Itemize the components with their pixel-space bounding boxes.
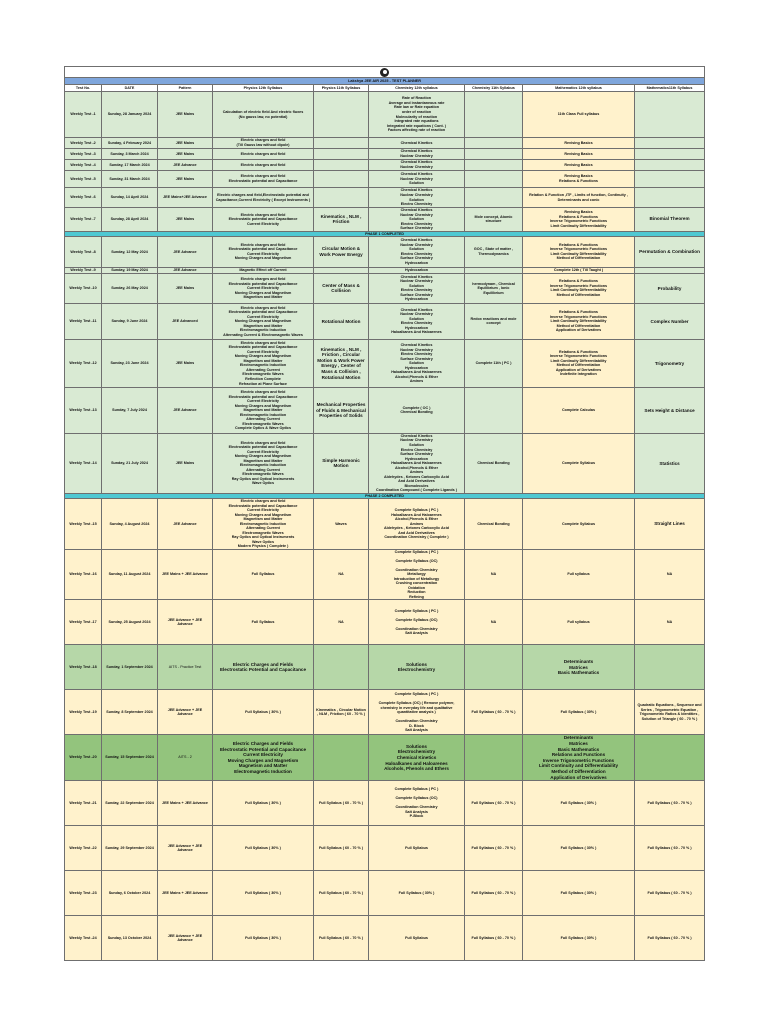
test-no-cell: Weekly Test -11 [65, 303, 102, 339]
chemistry-12-cell: Chemical Kinetics Nuclear Chemistry Solution Electro Chemistry Surface Chemistry [369, 208, 465, 232]
date-cell: Sunday, 25 August 2024 [102, 600, 158, 645]
physics-12-cell: Electric Charges and Fields Electrostatic Potential and Capacitance [213, 645, 314, 690]
maths-12-cell: Full Syllabus ( 30% ) [523, 871, 635, 916]
maths-11-cell [635, 160, 705, 171]
column-header: Physics 12th Syllabus [213, 85, 314, 92]
physics-12-cell: Electric charges and field Electrostatic potential and Capacitance Current Electricity [213, 208, 314, 232]
test-no-cell: Weekly Test -15 [65, 499, 102, 550]
maths-11-cell: Trigonometry [635, 339, 705, 387]
maths-12-cell: Full Syllabus ( 30% ) [523, 781, 635, 826]
date-cell: Sunday, 15 September 2024 [102, 735, 158, 781]
physics-12-cell: Electric charges and field Electrostatic potential and Capacitance Current Electricity Moving Charges and Magnetism Magnetism and Matter Electromagnetic Induction Alternating Current Electromagnetic Waves Ray Optics and Optical Instruments Wave Optics [213, 433, 314, 493]
pattern-cell: JEE Mains+JEE Advance [158, 188, 213, 208]
chemistry-11-cell: Chemical Bonding [465, 499, 523, 550]
pattern-cell: JEE Advance [158, 499, 213, 550]
physics-12-cell: Full Syllabus ( 30% ) [213, 871, 314, 916]
test-no-cell: Weekly Test -5 [65, 171, 102, 188]
chemistry-12-cell: Chemical Kinetics Nuclear Chemistry [369, 160, 465, 171]
test-no-cell: Weekly Test -13 [65, 387, 102, 433]
logo-cell [65, 67, 705, 78]
pattern-cell: AITS - 2 [158, 735, 213, 781]
date-cell: Sunday, 11 August 2024 [102, 549, 158, 600]
physics-12-cell: Full Syllabus ( 30% ) [213, 690, 314, 735]
maths-12-cell: Full Syllabus ( 30% ) [523, 826, 635, 871]
physics-11-cell: Center of Mass & Collision [314, 273, 369, 303]
column-header: Mathematics11th Syllabus [635, 85, 705, 92]
chemistry-11-cell [465, 160, 523, 171]
column-header: Pattern [158, 85, 213, 92]
chemistry-11-cell: GOC , State of matter , Thermodynamics [465, 236, 523, 267]
pattern-cell: JEE Mains [158, 92, 213, 138]
table-row [65, 236, 705, 267]
physics-12-cell: Full Syllabus ( 30% ) [213, 826, 314, 871]
physics-11-cell: Kinematics , Circular Motion , NLM , Friction ( 60 - 70 % ) [314, 690, 369, 735]
test-no-cell: Weekly Test -12 [65, 339, 102, 387]
test-no-cell: Weekly Test -14 [65, 433, 102, 493]
column-header: Mathematics 12th syllabus [523, 85, 635, 92]
physics-12-cell: Magnetic Effect off Current [213, 267, 314, 273]
test-no-cell: Weekly Test -7 [65, 208, 102, 232]
test-no-cell: Weekly Test -24 [65, 916, 102, 961]
maths-12-cell: Full syllabus [523, 600, 635, 645]
banner-row [65, 78, 705, 85]
test-no-cell: Weekly Test -8 [65, 236, 102, 267]
date-cell: Sunday, 23 June 2024 [102, 339, 158, 387]
pattern-cell: JEE Mains [158, 149, 213, 160]
chemistry-12-cell: Chemical Kinetics Nuclear Chemistry Solution Electro Chemistry Surface Chemistry Hydrocarbon [369, 273, 465, 303]
chemistry-12-cell: Complete Syllabus ( PC ) Complete Syllabus (OC) Coordination Chemistry Salt Analysis P-Block [369, 781, 465, 826]
maths-11-cell: Binomial Theorem [635, 208, 705, 232]
test-no-cell: Weekly Test -2 [65, 138, 102, 149]
chemistry-12-cell: Chemical Kinetics Nuclear Chemistry [369, 149, 465, 160]
date-cell: Sunday, 21 July 2024 [102, 433, 158, 493]
physics-11-cell [314, 645, 369, 690]
maths-11-cell: NA [635, 549, 705, 600]
chemistry-12-cell: Chemical Kinetics Nuclear Chemistry Solution Electro Chemistry Surface Chemistry Hydrocarbon Haloalkanes And Haloarenes Alcohol,Phenols & Ether Amines Aldehydes , Ketones Carboxylic Acid And Acid Derivatives Biomolecules Coordination Compound ( Complete Ligands ) [369, 433, 465, 493]
maths-11-cell: Statistics [635, 433, 705, 493]
physics-11-cell: Full Syllabus ( 60 - 70 % ) [314, 916, 369, 961]
maths-11-cell: NA [635, 600, 705, 645]
table-row [65, 149, 705, 160]
maths-12-cell: Relations & Functions Inverse Trigonometric Functions Limit Continuity Differentiability Method of Differentiation Application of Derivatives [523, 303, 635, 339]
physics-12-cell: Electric charges and field [213, 160, 314, 171]
physics-11-cell: Circular Motion & Work Power Energy [314, 236, 369, 267]
test-no-cell: Weekly Test -9 [65, 267, 102, 273]
chemistry-12-cell: Full Syllabus [369, 826, 465, 871]
test-no-cell: Weekly Test -23 [65, 871, 102, 916]
chemistry-12-cell: Complete Syllabus ( PC ) Complete Syllabus (OC) Coordination Chemistry Metallurgy Introduction of Metallurgy Crushing concentration Oxidation Reduction Refining [369, 549, 465, 600]
chemistry-11-cell: hermodynam , Chemical Equilibrium , Ionic Equilibrium [465, 273, 523, 303]
maths-11-cell [635, 171, 705, 188]
table-row [65, 433, 705, 493]
physics-12-cell: Full Syllabus [213, 600, 314, 645]
maths-11-cell [635, 188, 705, 208]
table-row [65, 303, 705, 339]
test-no-cell: Weekly Test -4 [65, 160, 102, 171]
column-header: Chemistry 12th syllabus [369, 85, 465, 92]
maths-12-cell: Determinants Matrices Basic Mathematics Relations and Functions Inverse Trigonometric Functions Limit Continuity and Differentiability Method of Differentiation Application of Derivatives [523, 735, 635, 781]
date-cell: Sunday, 29 September 2024 [102, 826, 158, 871]
table-row [65, 781, 705, 826]
date-cell: Sunday, 22 September 2024 [102, 781, 158, 826]
maths-11-cell [635, 149, 705, 160]
date-cell: Sunday, 28 April 2024 [102, 208, 158, 232]
chemistry-11-cell [465, 138, 523, 149]
physics-11-cell: Kinematics , NLM , Friction , Circular Motion & Work Power Energy , Center of Mass & Collision , Rotational Motion [314, 339, 369, 387]
test-no-cell: Weekly Test -16 [65, 549, 102, 600]
date-cell: Sunday, 14 April 2024 [102, 188, 158, 208]
table-row [65, 871, 705, 916]
physics-12-cell: Electric charges and field Electrostatic potential and Capacitance [213, 171, 314, 188]
date-cell: Sunday, 6 October 2024 [102, 871, 158, 916]
table-row [65, 600, 705, 645]
date-cell: Sunday, 9 June 2024 [102, 303, 158, 339]
table-row [65, 826, 705, 871]
physics-11-cell: Simple Harmonic Motion [314, 433, 369, 493]
table-row [65, 916, 705, 961]
maths-11-cell [635, 92, 705, 138]
physics-12-cell: Calculation of electric field And electric fluxes (No gauss law, no potential) [213, 92, 314, 138]
maths-12-cell: Full syllabus [523, 549, 635, 600]
maths-11-cell: Permutation & Combination [635, 236, 705, 267]
chemistry-11-cell: Full Syllabus ( 60 - 70 % ) [465, 916, 523, 961]
chemistry-11-cell [465, 645, 523, 690]
maths-12-cell: Relation & Function ,ITF , Limits of function, Continuity , Determinants and conic [523, 188, 635, 208]
chemistry-12-cell: Full Syllabus ( 30% ) [369, 871, 465, 916]
test-no-cell: Weekly Test -21 [65, 781, 102, 826]
maths-11-cell: Straight Lines [635, 499, 705, 550]
table-row [65, 160, 705, 171]
chemistry-11-cell: Redox reactions and mole concept [465, 303, 523, 339]
date-cell: Sunday, 28 January 2024 [102, 92, 158, 138]
pattern-cell: JEE Mains [158, 273, 213, 303]
physics-11-cell [314, 160, 369, 171]
physics-12-cell: Electric charges and field Electrostatic potential and Capacitance Current Electricity Moving Charges and Magnetism Magnetism and Matter Electromagnetic Induction Alternating Current Electromagnetic Waves Reflection Complete Refraction at Plane Surface [213, 339, 314, 387]
maths-11-cell [635, 138, 705, 149]
date-cell: Sunday, 19 May 2024 [102, 267, 158, 273]
physics-11-cell [314, 92, 369, 138]
maths-11-cell: Sets Height & Distance [635, 387, 705, 433]
chemistry-11-cell: Full Syllabus ( 60 - 70 % ) [465, 781, 523, 826]
chemistry-11-cell: Mole concept, Atomic structure [465, 208, 523, 232]
pattern-cell: JEE Advance [158, 236, 213, 267]
test-planner-table [64, 66, 705, 961]
chemistry-11-cell [465, 149, 523, 160]
test-no-cell: Weekly Test -6 [65, 188, 102, 208]
chemistry-12-cell: Chemical Kinetics Nuclear Chemistry Electro Chemistry Surface Chemistry Solution Hydrocarbon Haloalkanes And Haloarenes Alcohol,Phenols & Ether Amines [369, 339, 465, 387]
chemistry-12-cell: Solutions Electrochemistry Chemical Kinetics Haloalkanes and Haloarenes Alcohols, Phenols and Ethers [369, 735, 465, 781]
maths-12-cell: Full Syllabus ( 30% ) [523, 690, 635, 735]
chemistry-11-cell: NA [465, 549, 523, 600]
pattern-cell: JEE Advance [158, 160, 213, 171]
test-no-cell: Weekly Test -22 [65, 826, 102, 871]
maths-12-cell: Revising Basics [523, 149, 635, 160]
chemistry-12-cell: Chemical Kinetics Nuclear Chemistry Solution Electro Chemistry Hydrocarbon Haloalkanes And Haloarenes [369, 303, 465, 339]
physics-11-cell: Full Syllabus ( 60 - 70 % ) [314, 781, 369, 826]
chemistry-12-cell: Chemical Kinetics Nuclear Chemistry Solution [369, 171, 465, 188]
maths-11-cell: Full Syllabus ( 60 - 70 % ) [635, 871, 705, 916]
maths-12-cell: Revising Basics Relations & Functions Inverse Trigonometric Functions Limit Continuity Differentiability [523, 208, 635, 232]
maths-12-cell: Revising Basics [523, 160, 635, 171]
maths-11-cell [635, 645, 705, 690]
logo-row [65, 67, 705, 78]
chemistry-11-cell: Full Syllabus ( 60 - 70 % ) [465, 871, 523, 916]
chemistry-11-cell [465, 735, 523, 781]
chemistry-12-cell: Hydrocarbon [369, 267, 465, 273]
pattern-cell: JEE Mains + JEE Advance [158, 871, 213, 916]
date-cell: Sunday, 12 May 2024 [102, 236, 158, 267]
maths-12-cell: Full Syllabus ( 30% ) [523, 916, 635, 961]
chemistry-12-cell: Complete Syllabus ( PC ) Complete Syllabus (OC) Coordination Chemistry Salt Analysis [369, 600, 465, 645]
brand-logo-icon [380, 68, 389, 77]
test-no-cell: Weekly Test -3 [65, 149, 102, 160]
maths-12-cell: Complete Calculas [523, 387, 635, 433]
physics-12-cell: Electric charges and field Electrostatic potential and Capacitance Current Electricity Moving Charges and Magnetism Magnetism and Matter Electromagnetic Induction Alternating Current & Electromagnetic Waves [213, 303, 314, 339]
date-cell: Sunday, 8 September 2024 [102, 690, 158, 735]
column-header: Physics 11th Syllabus [314, 85, 369, 92]
maths-12-cell: Revising Basics [523, 138, 635, 149]
pattern-cell: JEE Advance + JEE Advance [158, 826, 213, 871]
physics-12-cell: Full Syllabus [213, 549, 314, 600]
test-no-cell: Weekly Test -19 [65, 690, 102, 735]
chemistry-11-cell: Complete 11th ( PC ) [465, 339, 523, 387]
chemistry-11-cell [465, 387, 523, 433]
physics-11-cell: Full Syllabus ( 60 - 70 % ) [314, 826, 369, 871]
physics-11-cell: Mechanical Properties of Fluids & Mechanical Properties of Solids [314, 387, 369, 433]
pattern-cell: JEE Mains + JEE Advance [158, 549, 213, 600]
table-row [65, 171, 705, 188]
test-no-cell: Weekly Test -17 [65, 600, 102, 645]
table-row [65, 188, 705, 208]
pattern-cell: JEE Mains [158, 208, 213, 232]
date-cell: Sunday, 17 March 2024 [102, 160, 158, 171]
physics-11-cell [314, 735, 369, 781]
maths-12-cell: Determinants Matrices Basic Mathematics [523, 645, 635, 690]
chemistry-12-cell: Rate of Reaction Average and instantaneous rate Rate law or Rate equation order of reaction Molecularity of reaction Integrated rate equations Integrated rate equations ( Cont. ) Factors affecting rate of reaction [369, 92, 465, 138]
physics-11-cell [314, 188, 369, 208]
chemistry-12-cell: Complete Syllabus ( PC ) Haloalkanes And Haloarenes Alcohol,Phenols & Ether Amines Aldehydes , Ketones Carboxylic Acid And Acid Derivatives Coordination Chemistry ( Complete ) [369, 499, 465, 550]
pattern-cell: AITS - Practice Test [158, 645, 213, 690]
table-row [65, 92, 705, 138]
maths-11-cell: Quadratic Equations , Sequence and Series , Trigonometric Equation , Trigonometric Ratios & Identities , Solution of Triangle ( 60 - 70 % ) [635, 690, 705, 735]
pattern-cell: JEE Advance [158, 387, 213, 433]
physics-12-cell: Full Syllabus ( 30% ) [213, 781, 314, 826]
physics-12-cell: Electric charges and field Electrostatic potential and Capacitance Current Electricity Moving Charges and Magnetism [213, 236, 314, 267]
maths-12-cell: 11th Class Full syllabus [523, 92, 635, 138]
column-header: Test No. [65, 85, 102, 92]
physics-12-cell: Electric charges and field Electrostatic potential and Capacitance Current Electricity Moving Charges and Magnetism Magnetism and Matter [213, 273, 314, 303]
test-no-cell: Weekly Test -20 [65, 735, 102, 781]
pattern-cell: JEE Advanced [158, 303, 213, 339]
chemistry-11-cell: NA [465, 600, 523, 645]
maths-11-cell: Complex Number [635, 303, 705, 339]
maths-11-cell [635, 735, 705, 781]
table-row [65, 645, 705, 690]
phase-label: PHASE 2 COMPLETED [65, 493, 705, 498]
chemistry-12-cell: Chemical Kinetics Nuclear Chemistry Solution Electro Chemistry [369, 188, 465, 208]
column-header: DATE [102, 85, 158, 92]
pattern-cell: JEE Advance + JEE Advance [158, 600, 213, 645]
physics-12-cell: Electric charges and field Electrostatic potential and Capacitance Current Electricity Moving Charges and Magnetism Magnetism and Matter Electromagnetic Induction Alternating Current Electromagnetic Waves Complete Optics & Wave Optics [213, 387, 314, 433]
date-cell: Sunday, 4 August 2024 [102, 499, 158, 550]
table-row [65, 735, 705, 781]
date-cell: Sunday, 13 October 2024 [102, 916, 158, 961]
physics-12-cell: Electric charges and field,Electrostatic potential and Capacitance,Current Electricity ( Except Instruments ) [213, 188, 314, 208]
chemistry-11-cell: Full Syllabus ( 60 - 70 % ) [465, 826, 523, 871]
chemistry-12-cell: Solutions Electrochemistry [369, 645, 465, 690]
table-row [65, 138, 705, 149]
pattern-cell: JEE Mains [158, 433, 213, 493]
physics-11-cell: Rotational Motion [314, 303, 369, 339]
table-body [65, 67, 705, 961]
maths-12-cell: Complete Syllabus [523, 433, 635, 493]
physics-11-cell [314, 138, 369, 149]
date-cell: Sunday, 7 July 2024 [102, 387, 158, 433]
chemistry-11-cell [465, 188, 523, 208]
chemistry-12-cell: Full Syllabus [369, 916, 465, 961]
test-no-cell: Weekly Test -18 [65, 645, 102, 690]
physics-11-cell [314, 171, 369, 188]
header-row [65, 85, 705, 92]
table-row [65, 208, 705, 232]
column-header: Chemistry 11th Syllabus [465, 85, 523, 92]
chemistry-11-cell [465, 171, 523, 188]
maths-12-cell: Revising Basics Relations & Functions [523, 171, 635, 188]
physics-12-cell: Electric charges and field [213, 149, 314, 160]
pattern-cell: JEE Mains [158, 339, 213, 387]
table-row [65, 273, 705, 303]
physics-12-cell: Electric charges and field (Till Gauss law without dipole) [213, 138, 314, 149]
table-row [65, 387, 705, 433]
physics-12-cell: Electric charges and field Electrostatic potential and Capacitance Current Electricity Moving Charges and Magnetism Magnetism and Matter Electromagnetic Induction Alternating Current Electromagnetic Waves Ray Optics and Optical Instruments Wave Optics Modern Physics ( Complete ) [213, 499, 314, 550]
pattern-cell: JEE Advance + JEE Advance [158, 690, 213, 735]
maths-12-cell: Complete Syllabus [523, 499, 635, 550]
chemistry-11-cell: Full Syllabus ( 60 - 70 % ) [465, 690, 523, 735]
test-no-cell: Weekly Test -1 [65, 92, 102, 138]
pattern-cell: JEE Mains [158, 171, 213, 188]
pattern-cell: JEE Advance [158, 267, 213, 273]
physics-11-cell: NA [314, 600, 369, 645]
table-row [65, 339, 705, 387]
maths-12-cell: Relations & Functions Inverse Trigonometric Functions Limit Continuity Differentiability Method of Differentiation [523, 273, 635, 303]
maths-12-cell: Complete 12th ( Till Taught ) [523, 267, 635, 273]
chemistry-12-cell: Chemical Kinetics [369, 138, 465, 149]
physics-11-cell [314, 149, 369, 160]
date-cell: Sunday, 31 March 2024 [102, 171, 158, 188]
chemistry-12-cell: Complete Syllabus ( PC ) Complete Syllabus (OC) ( Remove polymer, chemistry in everyday life and qualitative quantitative analysis ) Coordination Chemistry D- Block Salt Analysis [369, 690, 465, 735]
maths-11-cell: Probability [635, 273, 705, 303]
chemistry-12-cell: Chemical Kinetics Nuclear Chemistry Solution Electro Chemistry Surface Chemistry Hydrocarbon [369, 236, 465, 267]
table-row [65, 690, 705, 735]
date-cell: Sunday, 4 February 2024 [102, 138, 158, 149]
physics-12-cell: Electric Charges and Fields Electrostatic Potential and Capacitance Current Electricity Moving Charges and Magnetism Magnetism and Matter Electromagnetic Induction [213, 735, 314, 781]
maths-11-cell: Full Syllabus ( 60 - 70 % ) [635, 781, 705, 826]
physics-11-cell: Kinematics , NLM , Friction [314, 208, 369, 232]
table-row [65, 499, 705, 550]
physics-11-cell: NA [314, 549, 369, 600]
phase-label: PHASE 1 COMPLETED [65, 231, 705, 236]
date-cell: Sunday, 26 May 2024 [102, 273, 158, 303]
physics-12-cell: Full Syllabus ( 30% ) [213, 916, 314, 961]
chemistry-11-cell [465, 92, 523, 138]
pattern-cell: JEE Advance + JEE Advance [158, 916, 213, 961]
maths-11-cell: Full Syllabus ( 60 - 70 % ) [635, 826, 705, 871]
maths-11-cell: Full Syllabus ( 60 - 70 % ) [635, 916, 705, 961]
table-row [65, 549, 705, 600]
physics-11-cell: Full Syllabus ( 60 - 70 % ) [314, 871, 369, 916]
pattern-cell: JEE Mains [158, 138, 213, 149]
chemistry-11-cell: Chemical Bonding [465, 433, 523, 493]
pattern-cell: JEE Mains + JEE Advance [158, 781, 213, 826]
date-cell: Sunday, 3 March 2024 [102, 149, 158, 160]
physics-11-cell: Waves [314, 499, 369, 550]
maths-12-cell: Relations & Functions Inverse Trigonometric Functions Limit Continuity Differentiability Method of Differentiation [523, 236, 635, 267]
chemistry-12-cell: Complete ( OC ) Chemical Bonding [369, 387, 465, 433]
maths-12-cell: Relations & Functions Inverse Trigonometric Functions Limit Continuity Differentiability Method of Differentiation Application of Derivatives Indefinite Integration [523, 339, 635, 387]
date-cell: Sunday, 1 September 2024 [102, 645, 158, 690]
test-no-cell: Weekly Test -10 [65, 273, 102, 303]
planner-title: Lakshya JEE AIR 2025 - TEST PLANNER [65, 78, 705, 85]
